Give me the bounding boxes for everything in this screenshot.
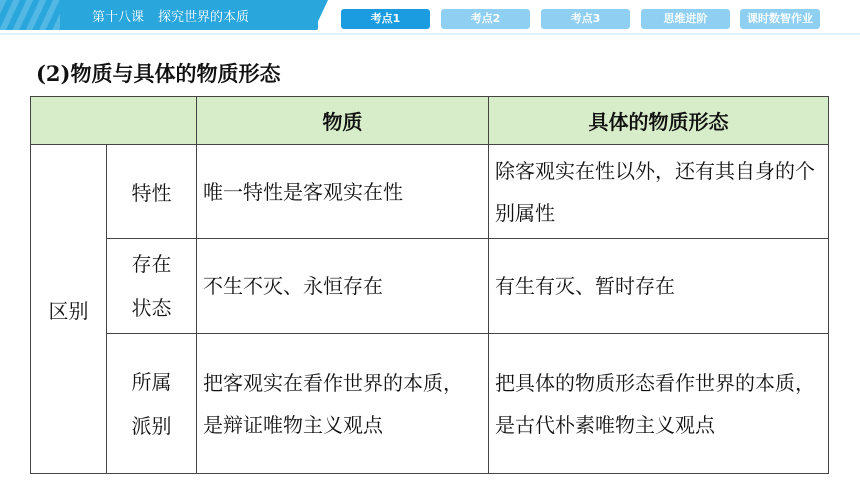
table-row [31, 239, 829, 334]
lesson-number: 第十八课 [92, 10, 145, 25]
tab-thinking-advance[interactable]: 思维进阶 [641, 9, 730, 29]
lesson-title [92, 6, 249, 25]
table-row [31, 334, 829, 474]
aspect-cell: 特性 [107, 145, 197, 239]
header-matter: 物质 [197, 97, 489, 145]
tab-kaodian-2[interactable]: 考点2 [441, 9, 530, 29]
lesson-title-bar [0, 0, 318, 30]
tab-kaodian-1[interactable]: 考点1 [341, 9, 430, 29]
header-empty-cell [31, 97, 197, 145]
comparison-table [30, 96, 829, 474]
matter-cell: 把客观实在看作世界的本质，是辩证唯物主义观点 [197, 334, 489, 474]
forms-cell: 除客观实在性以外，还有其自身的个别属性 [489, 145, 829, 239]
tab-homework[interactable]: 课时数智作业 [740, 9, 820, 29]
title-bar-decoration [0, 0, 60, 30]
aspect-cell: 存在状态 [107, 239, 197, 334]
table-header-row [31, 97, 829, 145]
group-label-difference: 区别 [31, 145, 107, 474]
matter-cell: 不生不灭、永恒存在 [197, 239, 489, 334]
header-concrete-forms: 具体的物质形态 [489, 97, 829, 145]
forms-cell: 把具体的物质形态看作世界的本质，是古代朴素唯物主义观点 [489, 334, 829, 474]
table-row [31, 145, 829, 239]
section-title: (2)物质与具体的物质形态 [36, 61, 281, 86]
top-divider [0, 33, 860, 35]
lesson-topic: 探究世界的本质 [158, 10, 250, 25]
matter-cell: 唯一特性是客观实在性 [197, 145, 489, 239]
top-bar [0, 0, 860, 36]
title-bar-slant [314, 0, 328, 30]
forms-cell: 有生有灭、暂时存在 [489, 239, 829, 334]
aspect-cell: 所属派别 [107, 334, 197, 474]
tab-kaodian-3[interactable]: 考点3 [541, 9, 630, 29]
